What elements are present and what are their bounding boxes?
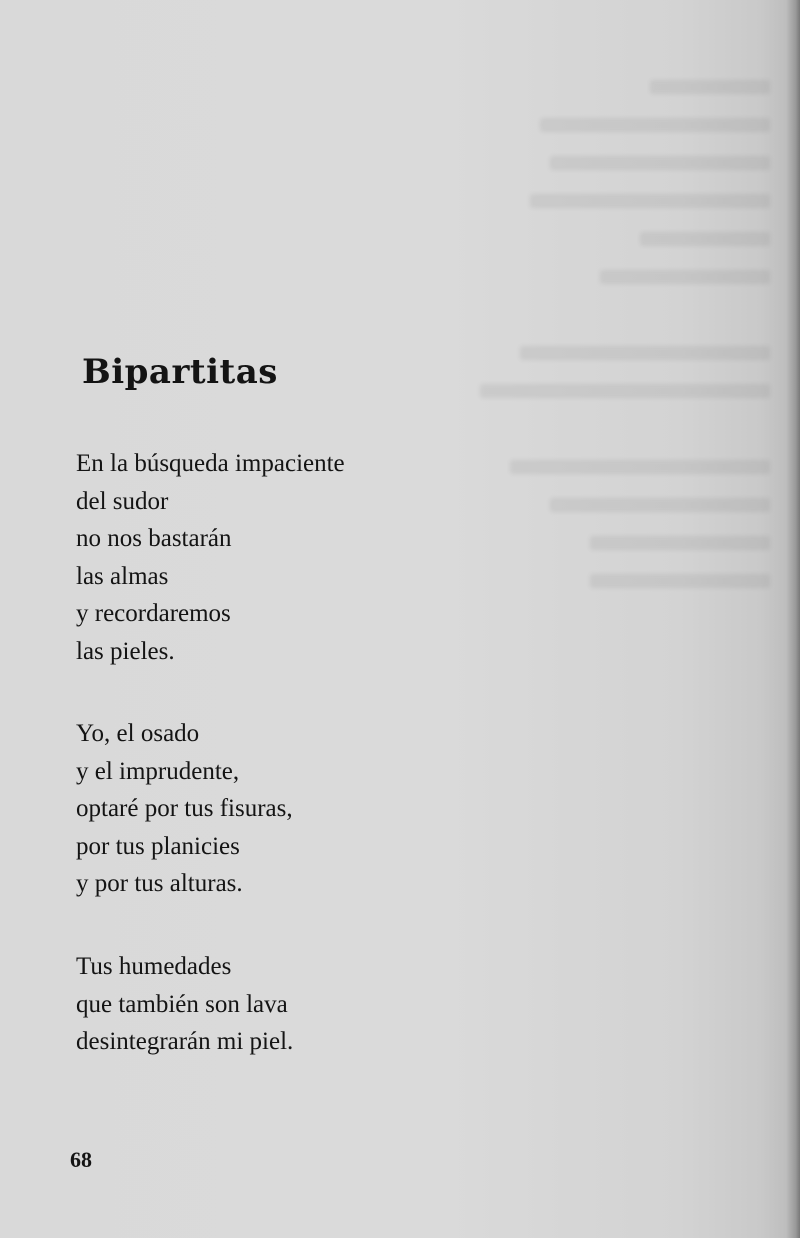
poem-line: En la búsqueda impaciente xyxy=(76,450,345,477)
poem-line: del sudor xyxy=(76,487,169,515)
poem-line: y recordaremos xyxy=(76,600,231,627)
facing-page-bleed-through xyxy=(480,80,770,640)
poem-line: y el imprudente, xyxy=(76,757,240,785)
poem-line: no nos bastarán xyxy=(76,525,232,552)
page-number: 68 xyxy=(70,1147,92,1172)
poem-line: Yo, el osado xyxy=(76,720,200,747)
poem-line: las almas xyxy=(76,562,169,590)
poem-line: las pieles. xyxy=(76,637,175,665)
stanza-3 xyxy=(76,948,293,1061)
poem-line: desintegrarán mi piel. xyxy=(76,1028,294,1055)
page-spine-shadow xyxy=(786,0,800,1238)
poem-line: por tus planicies xyxy=(76,832,240,860)
poem-title: Bipartitas xyxy=(82,352,278,392)
stanza-1 xyxy=(76,445,345,670)
poem-line: que también son lava xyxy=(76,990,288,1018)
poem-line: y por tus alturas. xyxy=(76,870,243,897)
poem-line: Tus humedades xyxy=(76,953,232,980)
poem-line: optaré por tus fisuras, xyxy=(76,795,293,822)
stanza-2 xyxy=(76,715,293,903)
